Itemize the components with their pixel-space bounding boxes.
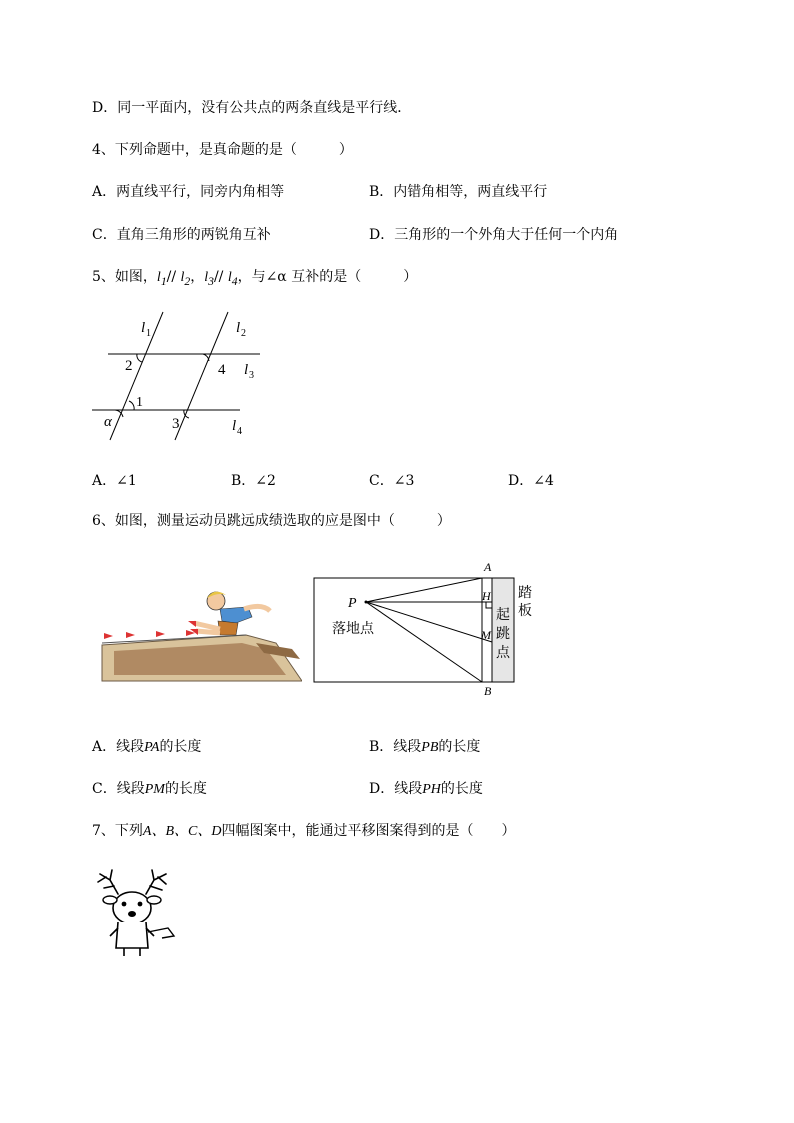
deer-legs <box>124 948 140 956</box>
q5-l1-sub: 1 <box>160 274 167 288</box>
q6-option-c-var: PM <box>144 782 165 797</box>
jumper <box>188 592 270 635</box>
q5-option-c: C．∠3 <box>369 473 415 489</box>
q5-stem <box>92 267 417 292</box>
label-l4-sub: 4 <box>237 426 242 437</box>
q6-option-d-prefix: D．线段 <box>369 781 423 797</box>
segment-pb <box>366 602 482 682</box>
label-l4: l <box>232 418 237 434</box>
flag <box>156 631 165 637</box>
left-ear <box>103 896 117 904</box>
label-l1: l <box>141 320 146 336</box>
deer-nose <box>128 911 136 917</box>
q6-option-a-suffix: 的长度 <box>159 739 202 755</box>
q7-letters: A、B、C、D <box>142 824 222 839</box>
long-jump-illustration <box>96 585 302 685</box>
angle-alpha-label: α <box>104 414 112 430</box>
q5-stem-prefix: 5、如图， <box>92 269 157 285</box>
q5-l4: l <box>227 270 232 285</box>
landing-point-label: 落地点 <box>332 622 374 637</box>
angle-2-label: 2 <box>125 358 133 374</box>
q5-l3: l <box>204 270 209 285</box>
label-l2-sub: 2 <box>241 328 246 339</box>
q4-option-b: B．内错角相等，两直线平行 <box>369 184 548 200</box>
right-eye <box>138 902 143 907</box>
q5-option-d: D．∠4 <box>508 473 554 489</box>
q6-option-c <box>92 779 207 800</box>
deer-antlers <box>98 870 166 894</box>
q6-option-d-suffix: 的长度 <box>440 781 483 797</box>
segment-pa <box>366 578 482 602</box>
q6-option-a-var: PA <box>144 740 160 755</box>
q6-option-b <box>369 737 480 758</box>
point-m-label: M <box>481 628 491 642</box>
label-l1-sub: 1 <box>146 328 151 339</box>
point-b-label: B <box>484 684 492 698</box>
q5-stem-suffix: ，与∠α 互补的是（ ） <box>237 269 418 285</box>
line-l1 <box>110 312 163 440</box>
deer-cartoon-figure <box>92 864 182 958</box>
jumper-shorts <box>218 621 238 635</box>
q7-stem <box>92 821 515 842</box>
q7-stem-suffix: 四幅图案中，能通过平移图案得到的是（ ） <box>221 823 516 839</box>
deer-body <box>116 922 148 948</box>
point-h-label: H <box>482 589 491 603</box>
q7-stem-prefix: 7、下列 <box>92 823 143 839</box>
q6-option-c-suffix: 的长度 <box>164 781 207 797</box>
q5-option-a: A．∠1 <box>92 473 137 489</box>
q6-option-d-var: PH <box>422 782 441 797</box>
label-l3-sub: 3 <box>249 370 254 381</box>
q6-stem: 6、如图，测量运动员跳远成绩选取的应是图中（ ） <box>92 513 451 529</box>
q5-l1: l <box>156 270 161 285</box>
q3-option-d: D．同一平面内，没有公共点的两条直线是平行线． <box>92 100 412 116</box>
right-ear <box>147 896 161 904</box>
q4-option-a: A．两直线平行，同旁内角相等 <box>92 184 285 200</box>
q6-option-a <box>92 737 201 758</box>
angle-3-label: 3 <box>172 416 180 432</box>
takeoff-point-label: 起跳点 <box>496 607 510 661</box>
q6-option-d <box>369 779 483 800</box>
q6-option-c-prefix: C．线段 <box>92 781 145 797</box>
label-l2: l <box>236 320 241 336</box>
q4-stem: 4、下列命题中，是真命题的是（ ） <box>92 142 353 158</box>
q5-sep: ， <box>190 269 205 285</box>
q5-parallel-lines-figure <box>88 308 278 448</box>
q6-option-a-prefix: A．线段 <box>92 739 145 755</box>
angle-4-label: 4 <box>218 362 226 378</box>
q6-option-b-prefix: B．线段 <box>369 739 422 755</box>
jumper-arm <box>244 606 270 611</box>
point-p-label: P <box>348 596 357 611</box>
left-antler <box>98 870 118 894</box>
label-l3: l <box>244 362 249 378</box>
q5-l2: l <box>180 270 185 285</box>
q6-option-b-var: PB <box>421 740 439 755</box>
angle-1-arc <box>129 401 134 410</box>
q4-option-c: C．直角三角形的两锐角互补 <box>92 227 271 243</box>
board-label: 踏板 <box>518 585 532 619</box>
q4-option-d: D．三角形的一个外角大于任何一个内角 <box>369 227 619 243</box>
flag <box>126 632 135 638</box>
q5-l4-sub: 4 <box>231 274 238 288</box>
point-p-dot <box>365 601 368 604</box>
q5-parallel-2: // <box>213 269 228 285</box>
point-a-label: A <box>484 560 492 574</box>
angle-2-arc <box>137 354 142 362</box>
q6-option-b-suffix: 的长度 <box>438 739 481 755</box>
deer-head <box>113 892 151 924</box>
flag <box>104 633 113 639</box>
q5-l2-sub: 2 <box>184 274 191 288</box>
q5-parallel-1: // <box>166 269 181 285</box>
q5-l3-sub: 3 <box>208 274 214 288</box>
right-antler <box>146 870 166 894</box>
q5-option-b: B．∠2 <box>231 473 276 489</box>
left-eye <box>122 902 127 907</box>
segment-pm <box>366 602 492 642</box>
angle-1-label: 1 <box>136 395 143 410</box>
